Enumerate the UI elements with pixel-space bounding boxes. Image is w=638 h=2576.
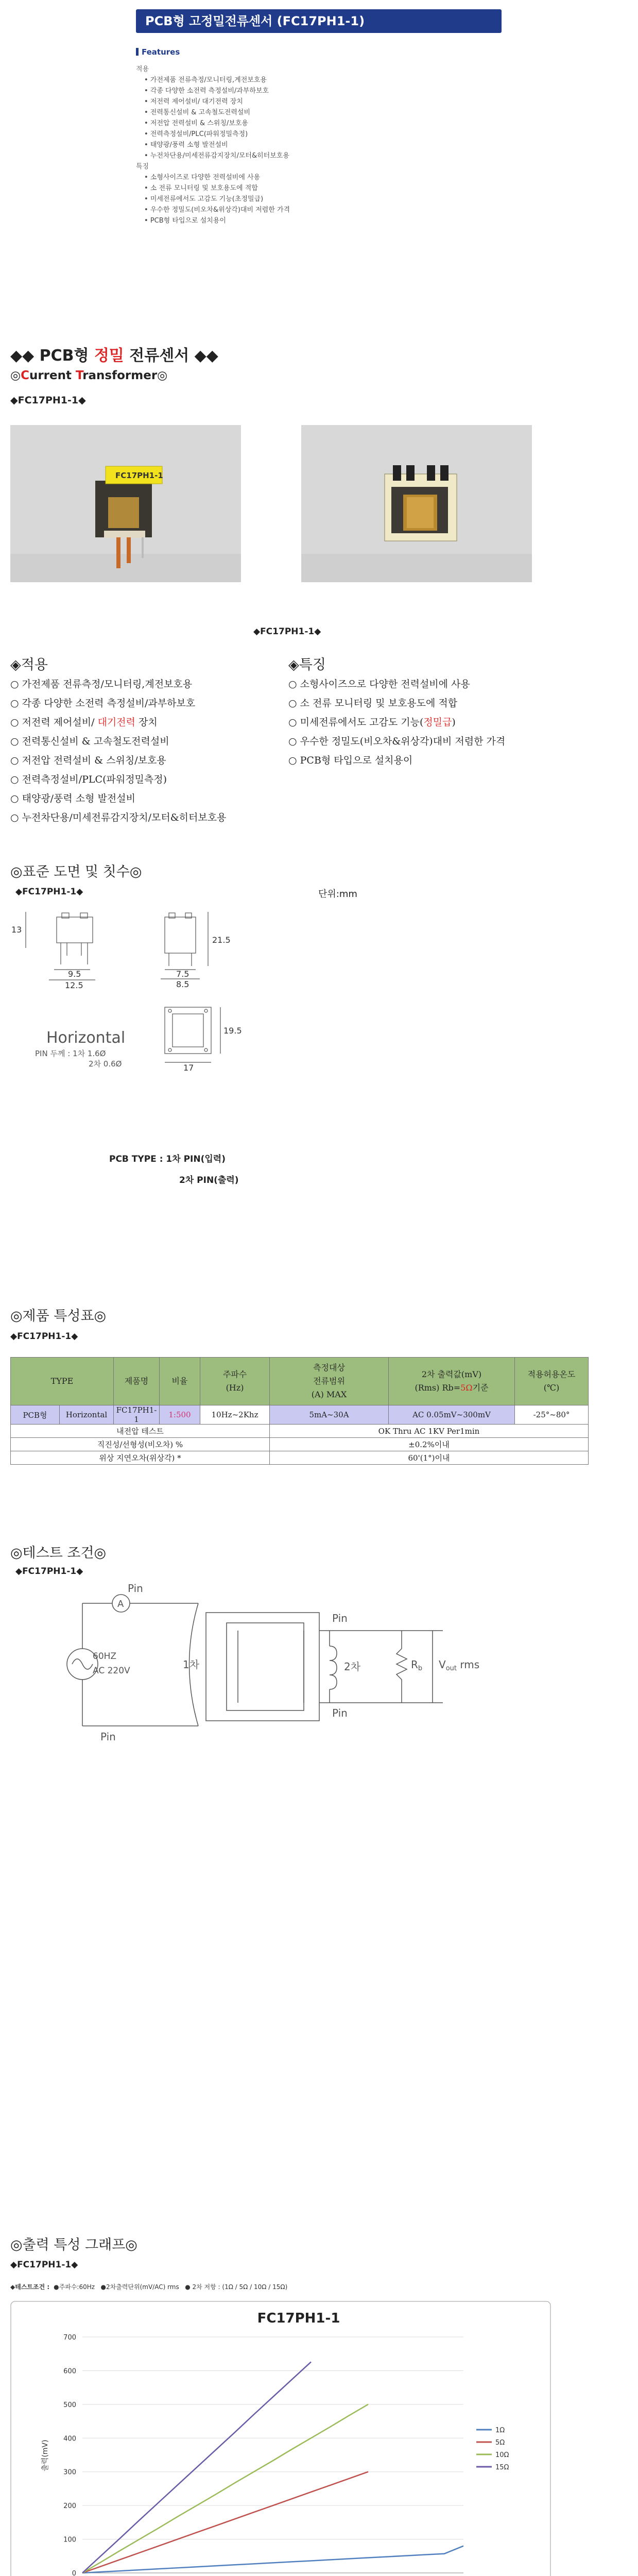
main-title: ◆◆ PCB형 정밀 전류센서 ◆◆ — [10, 347, 218, 365]
spec-table — [10, 1357, 589, 1465]
vout-label: $V_{out}$ rms — [439, 1658, 480, 1672]
spec-data-row — [11, 1405, 589, 1425]
dim-7-5: 7.5 — [176, 969, 189, 979]
chart-ylabel: 출력(mV) — [41, 2439, 49, 2471]
product-photo-side — [301, 425, 532, 582]
features-title-text: Features — [142, 47, 180, 57]
apply-item: ○ 저전압 전력설비 & 스위칭/보호용 — [10, 755, 166, 766]
y-tick-label: 200 — [63, 2502, 76, 2511]
dim-12-5: 12.5 — [65, 980, 83, 990]
pcb-type-1: PCB TYPE : 1차 PIN(입력) — [109, 1154, 226, 1164]
features-apply-item: • 전력측정설비/PLC(파워정밀측정) — [144, 130, 248, 138]
spec-header-model: 제품명 — [114, 1358, 160, 1405]
y-tick-label: 0 — [72, 2570, 76, 2576]
features-feature-item: • 소형사이즈로 다양한 전력설비에 사용 — [144, 174, 261, 181]
features-feature-item: • PCB형 타입으로 설치용이 — [144, 217, 226, 225]
feature-item: ○ 소형사이즈으로 다양한 전력설비에 사용 — [288, 679, 470, 690]
pin-thickness-1: PIN 두께 : 1차 1.6Ø — [35, 1049, 106, 1058]
source-voltage: AC 220V — [93, 1666, 130, 1676]
features-apply-item: • 저전력 제어설비/ 대기전력 장치 — [144, 98, 243, 106]
apply-item: ○ 각종 다양한 소전력 측정설비/과부하보호 — [10, 698, 196, 709]
spec-header-ratio: 비율 — [160, 1358, 200, 1405]
spec-extra-row — [11, 1438, 589, 1451]
product-photo-front — [10, 425, 241, 582]
spec-extra-label: 내전압 테스트 — [11, 1425, 270, 1438]
apply-item: ○ 태양광/풍력 소형 발전설비 — [10, 793, 135, 804]
apply-item: ○ 전력통신설비 & 고속철도전력설비 — [10, 736, 169, 747]
dim-17: 17 — [183, 1063, 194, 1073]
features-apply-item: • 누전차단용/미세전류감지장치/모터&히터보호용 — [144, 152, 289, 160]
primary-label: 1차 — [183, 1658, 200, 1671]
test-model-tag: ◆FC17PH1-1◆ — [15, 1566, 83, 1577]
output-chart — [10, 2301, 551, 2576]
spec-header-temp: 적용허용온도 (℃) — [515, 1358, 589, 1405]
test-heading: ◎테스트 조건◎ — [10, 1545, 107, 1561]
features-apply-item: • 태양광/풍력 소형 발전설비 — [144, 141, 228, 149]
y-tick-label: 400 — [63, 2435, 76, 2443]
spec-extra-value: ±0.2%이내 — [270, 1438, 589, 1451]
apply-item: ○ 저전력 제어설비/ 대기전력 장치 — [10, 717, 158, 728]
feature-item: ○ 소 전류 모니터링 및 보호용도에 적합 — [288, 698, 458, 709]
spec-header-range: 측정대상 전류범위 (A) MAX — [270, 1358, 389, 1405]
feature-item: ○ 우수한 정밀도(비오차&위상각)대비 저렴한 가격 — [288, 736, 506, 747]
pin-bottom-right: Pin — [332, 1707, 348, 1719]
spec-header-row — [11, 1358, 589, 1405]
y-tick-label: 600 — [63, 2367, 76, 2376]
spec-cell-temp: -25°~80° — [515, 1405, 589, 1425]
features-apply-heading: 적용 — [136, 65, 149, 73]
source-frequency: 60HZ — [93, 1651, 117, 1662]
features-list — [136, 64, 290, 226]
spec-header-type: TYPE — [11, 1358, 114, 1405]
dim-9-5: 9.5 — [68, 969, 81, 979]
pcb-type-2: 2차 PIN(출력) — [179, 1175, 239, 1185]
sub-title: ◎Current Transformer◎ — [10, 369, 168, 382]
spec-cell-output: AC 0.05mV~300mV — [389, 1405, 515, 1425]
legend-label: 1Ω — [495, 2427, 505, 2434]
drawing-model-tag: ◆FC17PH1-1◆ — [15, 887, 83, 897]
dim-13: 13 — [11, 925, 22, 935]
spec-cell-range: 5mA~30A — [270, 1405, 389, 1425]
pin-top-right: Pin — [332, 1612, 348, 1624]
spec-cell-type-b: Horizontal — [60, 1405, 114, 1425]
spec-header-output: 2차 출력값(mV) (Rms) Rb=5Ω기준 — [389, 1358, 515, 1405]
pin-bottom-left: Pin — [100, 1731, 116, 1743]
model-tag: ◆FC17PH1-1◆ — [10, 395, 86, 406]
features-apply-item: • 각종 다양한 소전력 측정설비/과부하보호 — [144, 87, 269, 95]
legend-label: 5Ω — [495, 2439, 505, 2447]
features-apply-item: • 전력통신설비 & 고속철도전력설비 — [144, 109, 251, 116]
spec-extra-label: 위상 지연오차(위상각) * — [11, 1451, 270, 1465]
features-feature-item: • 미세전류에서도 고감도 기능(초정밀급) — [144, 195, 264, 203]
y-tick-label: 500 — [63, 2401, 76, 2409]
spec-model-tag: ◆FC17PH1-1◆ — [10, 1331, 78, 1342]
horizontal-label: Horizontal — [46, 1029, 126, 1047]
spec-cell-model: FC17PH1-1 — [114, 1405, 160, 1425]
chart-frame — [11, 2301, 550, 2576]
svg-text:FC17PH1-1: FC17PH1-1 — [115, 471, 163, 480]
spec-cell-type-a: PCB형 — [11, 1405, 60, 1425]
page-banner — [136, 9, 502, 33]
spec-extra-value: OK Thru AC 1KV Per1min — [270, 1425, 589, 1438]
legend-label: 10Ω — [495, 2451, 509, 2459]
feature-item: ○ 미세전류에서도 고감도 기능(정밀급) — [288, 717, 456, 728]
graph-conditions: ◆테스트조건 : ●주파수:60Hz ●2차출력단위(mV/AC) rms ● 2차 저항 : (1Ω / 5Ω / 10Ω / 15Ω) — [10, 2283, 288, 2291]
spec-cell-ratio: 1:500 — [160, 1405, 200, 1425]
dim-21-5: 21.5 — [212, 935, 231, 945]
y-tick-label: 700 — [63, 2334, 76, 2342]
banner-title: PCB형 고정밀전류센서 (FC17PH1-1) — [145, 14, 365, 28]
photo-caption: ◆FC17PH1-1◆ — [253, 626, 321, 637]
feature-item: ○ PCB형 타입으로 설치용이 — [288, 755, 413, 766]
spec-extra-value: 60'(1°)이내 — [270, 1451, 589, 1465]
secondary-label: 2차 — [344, 1660, 361, 1673]
features-feature-heading: 특징 — [136, 163, 149, 171]
legend-label: 15Ω — [495, 2464, 509, 2471]
features-title — [136, 47, 180, 57]
apply-item: ○ 가전제품 전류측정/모니터링,계전보호용 — [10, 679, 193, 690]
features-apply-item: • 가전제품 전류측정/모니터링,계전보호용 — [144, 76, 267, 84]
dim-19-5: 19.5 — [223, 1026, 242, 1036]
graph-heading: ◎출력 특성 그래프◎ — [10, 2237, 137, 2253]
rb-label: $R_b$ — [411, 1658, 423, 1672]
apply-item: ○ 누전차단용/미세전류감지장치/모터&히터보호용 — [10, 812, 227, 823]
features-feature-item: • 우수한 정밀도(비오차&위상각)대비 저렴한 가격 — [144, 206, 290, 214]
apply-heading: ◈적용 — [10, 657, 48, 673]
apply-list — [10, 675, 226, 827]
pin-top-left: Pin — [128, 1582, 143, 1595]
features-apply-item: • 저전압 전력설비 & 스위칭/보호용 — [144, 120, 248, 127]
spec-header-freq: 주파수 (Hz) — [200, 1358, 270, 1405]
spec-extra-row — [11, 1425, 589, 1438]
chart-title: FC17PH1-1 — [257, 2311, 340, 2326]
feature-heading: ◈특징 — [288, 657, 326, 673]
unit-label: 단위:mm — [318, 889, 357, 900]
spec-extra-label: 직진성/선형성(비오차) % — [11, 1438, 270, 1451]
apply-item: ○ 전력측정설비/PLC(파워정밀측정) — [10, 774, 167, 785]
dimension-drawing — [10, 902, 299, 1128]
drawing-heading: ◎표준 도면 및 칫수◎ — [10, 864, 142, 880]
ammeter-label: A — [117, 1599, 124, 1609]
spec-extra-row — [11, 1451, 589, 1465]
dim-8-5: 8.5 — [176, 979, 189, 989]
features-bar-icon — [136, 48, 139, 56]
spec-cell-freq: 10Hz~2Khz — [200, 1405, 270, 1425]
pin-thickness-2: 2차 0.6Ø — [89, 1059, 122, 1069]
graph-model-tag: ◆FC17PH1-1◆ — [10, 2260, 78, 2270]
y-tick-label: 300 — [63, 2468, 76, 2477]
test-circuit — [51, 1582, 505, 1767]
transformer-side-drawing — [385, 465, 457, 541]
y-tick-label: 100 — [63, 2536, 76, 2544]
features-feature-item: • 소 전류 모니터링 및 보호용도에 적합 — [144, 184, 258, 192]
feature-list — [288, 675, 505, 770]
spec-heading: ◎제품 특성표◎ — [10, 1308, 107, 1324]
